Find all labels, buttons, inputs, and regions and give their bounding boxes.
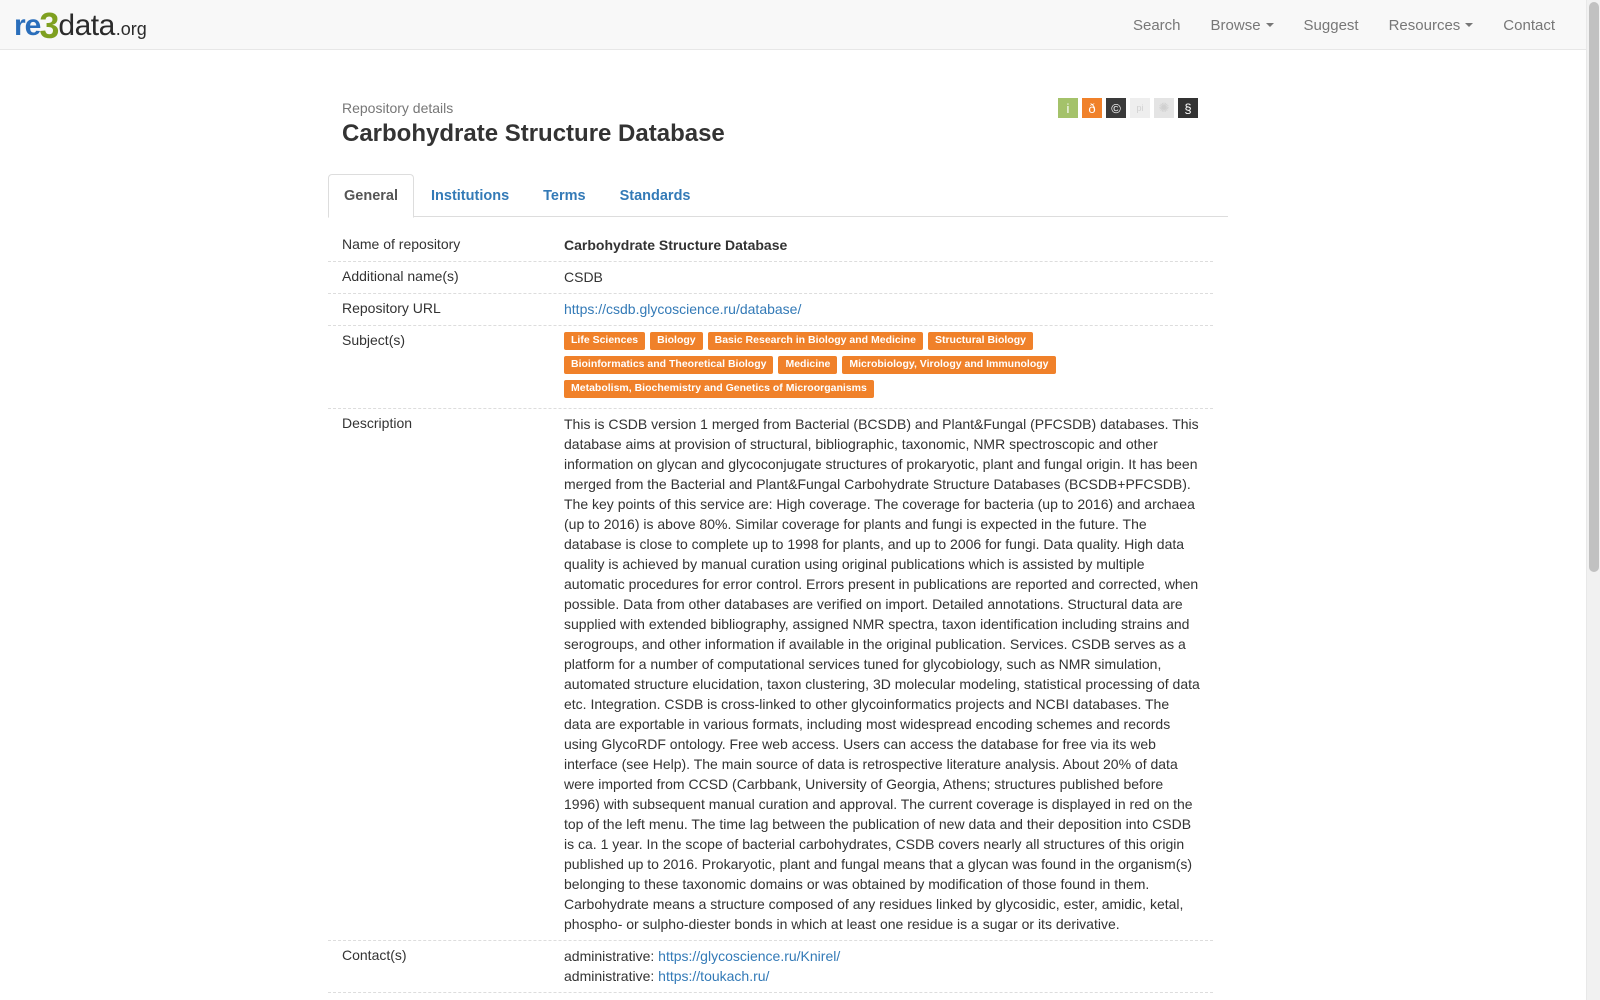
policy-icon[interactable]: §	[1178, 98, 1198, 118]
description-text: This is CSDB version 1 merged from Bacterial (BCSDB) and Plant&Fungal (PFCSDB) databases. This database aims at provision of structural, bibliographic, taxonomic, NMR spectroscopic and other information on glycan and glycoconjugate structures of prokaryotic, plant and fungal origin. It has been merged from the Bacterial and Plant&Fungal Carbohydrate Structure Databases (BCSDB+PFCSDB). The key points of this service are: High coverage. The coverage for bacteria (up to 2016) and archaea (up to 2016) is above 80%. Similar coverage for plants and fungi is expected in the future. The database is close to complete up to 1998 for plants, and up to 2006 for fungi. Data quality. High data quality is achieved by manual curation using original publications which is assisted by multiple automatic procedures for error control. Errors present in publications are reported and corrected, when possible. Data from other databases are verified on import. Detailed annotations. Structural data are supplied with extended bibliography, assigned NMR spectra, taxon identification including strains and serogroups, and other information if available in the original publication. Services. CSDB serves as a platform for a number of computational services tuned for glycobiology, such as NMR simulation, automated structure elucidation, taxon clustering, 3D molecular modeling, statistical processing of data etc. Integration. CSDB is cross-linked to other glycoinformatics projects and NCBI databases. The data are exportable in various formats, including most widespread encoding schemes and records using GlycoRDF ontology. Free web access. Users can access the database for free via its web interface (see Help). The main source of data is retrospective literature analysis. About 20% of data were imported from CCSD (Carbbank, University of Georgia, Athens; structures published before 1996) with subsequent manual curation and approval. The current coverage is displayed in red on the top of the left menu. The time lag between the publication of new data and their deposition into CSDB is ca. 1 year. In the scope of bacterial carbohydrates, CSDB covers nearly all structures of this origin published up to 2016. Prokaryotic, plant and fungal means that a glycan was found in the organism(s) belonging to these taxonomic domains or was obtained by modification of those found in them. Carbohydrate means a structure composed of any residues linked by glycosidic, ester, amidic, ketal, phospho- or sulpho-diester bonds in which at least one residue is a sugar or its derivative.	[564, 416, 1200, 932]
open-access-icon[interactable]: ð	[1082, 98, 1102, 118]
repository-url-value	[564, 299, 1204, 319]
page-subtitle: Repository details	[342, 100, 454, 116]
tab-terms[interactable]: Terms	[543, 187, 586, 204]
logo-re: re	[14, 9, 41, 42]
subject-tag[interactable]: Basic Research in Biology and Medicine	[708, 332, 923, 350]
page-title: Carbohydrate Structure Database	[342, 120, 725, 147]
logo-org: .org	[115, 19, 147, 39]
repository-url-label: Repository URL	[342, 300, 441, 316]
details-table	[328, 230, 1213, 993]
contact-line	[564, 966, 1204, 986]
nav-search[interactable]	[1118, 17, 1196, 34]
subject-tag[interactable]: Bioinformatics and Theoretical Biology	[564, 356, 773, 374]
caret-down-icon	[1266, 23, 1274, 27]
subject-tag[interactable]: Metabolism, Biochemistry and Genetics of Microorganisms	[564, 380, 874, 398]
caret-down-icon	[1465, 23, 1473, 27]
repository-badges	[1058, 98, 1198, 118]
nav-resources-label: Resources	[1388, 16, 1461, 34]
nav-links	[1118, 0, 1570, 50]
table-row	[328, 294, 1213, 326]
subject-tag[interactable]: Biology	[650, 332, 703, 350]
top-navbar	[0, 0, 1586, 50]
logo-data: data	[58, 9, 115, 42]
nav-suggest-label: Suggest	[1303, 16, 1359, 34]
subjects-value	[564, 331, 1204, 402]
table-row	[328, 326, 1213, 409]
page-scrollbar[interactable]	[1586, 0, 1600, 1000]
description-label: Description	[342, 415, 413, 431]
contacts-value	[564, 946, 1204, 986]
nav-contact-label: Contact	[1503, 16, 1555, 34]
nav-suggest[interactable]	[1289, 17, 1374, 34]
pid-icon[interactable]: pi	[1130, 98, 1150, 118]
scrollbar-thumb[interactable]	[1589, 2, 1599, 572]
contact-link[interactable]: https://glycoscience.ru/Knirel/	[658, 948, 841, 964]
subject-tag[interactable]: Life Sciences	[564, 332, 645, 350]
contact-role: administrative:	[564, 968, 659, 984]
subject-tag[interactable]: Medicine	[778, 356, 837, 374]
nav-resources-dropdown[interactable]	[1374, 17, 1489, 34]
subject-tag[interactable]: Microbiology, Virology and Immunology	[842, 356, 1055, 374]
subject-tag[interactable]: Structural Biology	[928, 332, 1033, 350]
tab-institutions[interactable]: Institutions	[431, 187, 510, 204]
table-row	[328, 262, 1213, 294]
copyright-icon[interactable]: ©	[1106, 98, 1126, 118]
contact-link[interactable]: https://toukach.ru/	[658, 968, 770, 984]
contact-line	[564, 946, 1204, 966]
tab-standards[interactable]: Standards	[619, 187, 691, 204]
nav-browse-label: Browse	[1210, 16, 1261, 34]
table-row	[328, 409, 1213, 941]
additional-names-label: Additional name(s)	[342, 268, 459, 284]
name-value	[564, 235, 1204, 255]
contact-role: administrative:	[564, 948, 659, 964]
contacts-label: Contact(s)	[342, 947, 407, 963]
name-label: Name of repository	[342, 236, 461, 252]
table-row	[328, 230, 1213, 262]
nav-search-label: Search	[1132, 16, 1181, 34]
repository-url-link[interactable]: https://csdb.glycoscience.ru/database/	[564, 301, 802, 317]
certificate-icon[interactable]: ✺	[1154, 98, 1174, 118]
info-icon[interactable]: i	[1058, 98, 1078, 118]
repository-name: Carbohydrate Structure Database	[564, 237, 788, 253]
nav-contact[interactable]	[1488, 17, 1570, 34]
tab-bar	[328, 174, 1228, 217]
subject-tags	[564, 331, 1204, 402]
additional-names-value: CSDB	[564, 269, 603, 285]
tab-general[interactable]: General	[328, 174, 414, 218]
re3data-logo[interactable]	[14, 4, 147, 44]
nav-browse-dropdown[interactable]	[1196, 17, 1289, 34]
logo-three: 3	[39, 5, 60, 46]
subjects-label: Subject(s)	[342, 332, 406, 348]
table-row	[328, 941, 1213, 993]
